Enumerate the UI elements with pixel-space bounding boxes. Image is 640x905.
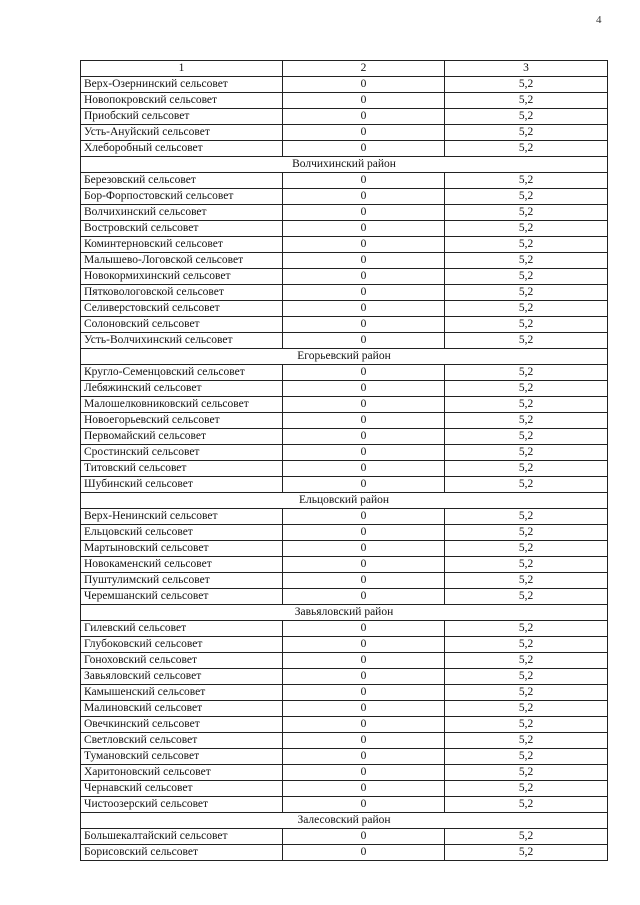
- table-row: [81, 509, 608, 525]
- council-name: Черемшанский сельсовет: [81, 589, 283, 605]
- value-col-2: 0: [283, 381, 445, 397]
- value-col-2: 0: [283, 525, 445, 541]
- value-col-2: 0: [283, 269, 445, 285]
- value-col-2: 0: [283, 429, 445, 445]
- value-col-3: 5,2: [445, 733, 608, 749]
- council-name: Востровский сельсовет: [81, 221, 283, 237]
- value-col-2: 0: [283, 237, 445, 253]
- value-col-2: 0: [283, 621, 445, 637]
- value-col-3: 5,2: [445, 829, 608, 845]
- value-col-3: 5,2: [445, 237, 608, 253]
- value-col-2: 0: [283, 637, 445, 653]
- value-col-3: 5,2: [445, 269, 608, 285]
- value-col-3: 5,2: [445, 429, 608, 445]
- value-col-3: 5,2: [445, 333, 608, 349]
- value-col-2: 0: [283, 557, 445, 573]
- value-col-3: 5,2: [445, 477, 608, 493]
- value-col-3: 5,2: [445, 141, 608, 157]
- council-name: Приобский сельсовет: [81, 109, 283, 125]
- value-col-3: 5,2: [445, 621, 608, 637]
- value-col-2: 0: [283, 797, 445, 813]
- table-row: [81, 93, 608, 109]
- value-col-3: 5,2: [445, 445, 608, 461]
- value-col-3: 5,2: [445, 509, 608, 525]
- council-name: Завьяловский сельсовет: [81, 669, 283, 685]
- council-name: Овечкинский сельсовет: [81, 717, 283, 733]
- section-row: [81, 605, 608, 621]
- value-col-2: 0: [283, 285, 445, 301]
- council-name: Усть-Волчихинский сельсовет: [81, 333, 283, 349]
- table-row: [81, 829, 608, 845]
- value-col-2: 0: [283, 365, 445, 381]
- value-col-2: 0: [283, 781, 445, 797]
- value-col-3: 5,2: [445, 653, 608, 669]
- value-col-2: 0: [283, 397, 445, 413]
- council-name: Гоноховский сельсовет: [81, 653, 283, 669]
- value-col-2: 0: [283, 669, 445, 685]
- council-name: Светловский сельсовет: [81, 733, 283, 749]
- section-title: Егорьевский район: [81, 349, 608, 365]
- value-col-3: 5,2: [445, 301, 608, 317]
- value-col-3: 5,2: [445, 845, 608, 861]
- table-row: [81, 333, 608, 349]
- table-row: [81, 749, 608, 765]
- value-col-2: 0: [283, 829, 445, 845]
- value-col-2: 0: [283, 749, 445, 765]
- table-row: [81, 653, 608, 669]
- value-col-2: 0: [283, 221, 445, 237]
- value-col-2: 0: [283, 461, 445, 477]
- table-row: [81, 429, 608, 445]
- table-row: [81, 717, 608, 733]
- table-row: [81, 621, 608, 637]
- value-col-3: 5,2: [445, 701, 608, 717]
- value-col-2: 0: [283, 653, 445, 669]
- table-row: [81, 637, 608, 653]
- table-row: [81, 573, 608, 589]
- value-col-3: 5,2: [445, 125, 608, 141]
- value-col-2: 0: [283, 253, 445, 269]
- council-name: Верх-Озернинский сельсовет: [81, 77, 283, 93]
- council-name: Сростинский сельсовет: [81, 445, 283, 461]
- section-title: Завьяловский район: [81, 605, 608, 621]
- council-name: Солоновский сельсовет: [81, 317, 283, 333]
- value-col-3: 5,2: [445, 685, 608, 701]
- value-col-3: 5,2: [445, 637, 608, 653]
- header-col-1: 1: [81, 61, 283, 77]
- table-row: [81, 109, 608, 125]
- value-col-3: 5,2: [445, 317, 608, 333]
- section-row: [81, 157, 608, 173]
- table-row: [81, 781, 608, 797]
- value-col-2: 0: [283, 93, 445, 109]
- council-name: Березовский сельсовет: [81, 173, 283, 189]
- table-row: [81, 557, 608, 573]
- council-name: Шубинский сельсовет: [81, 477, 283, 493]
- council-name: Новоегорьевский сельсовет: [81, 413, 283, 429]
- table-row: [81, 301, 608, 317]
- value-col-3: 5,2: [445, 765, 608, 781]
- section-row: [81, 813, 608, 829]
- value-col-3: 5,2: [445, 205, 608, 221]
- council-name: Борисовский сельсовет: [81, 845, 283, 861]
- value-col-2: 0: [283, 573, 445, 589]
- table-row: [81, 765, 608, 781]
- value-col-3: 5,2: [445, 381, 608, 397]
- council-name: Пятковологовской сельсовет: [81, 285, 283, 301]
- value-col-2: 0: [283, 685, 445, 701]
- value-col-2: 0: [283, 333, 445, 349]
- council-name: Камышенский сельсовет: [81, 685, 283, 701]
- value-col-3: 5,2: [445, 589, 608, 605]
- table-row: [81, 541, 608, 557]
- council-name: Усть-Ануйский сельсовет: [81, 125, 283, 141]
- table-row: [81, 125, 608, 141]
- value-col-3: 5,2: [445, 173, 608, 189]
- council-name: Большекалтайский сельсовет: [81, 829, 283, 845]
- value-col-3: 5,2: [445, 253, 608, 269]
- table-row: [81, 269, 608, 285]
- table-row: [81, 845, 608, 861]
- table-row: [81, 525, 608, 541]
- table-row: [81, 477, 608, 493]
- table-row: [81, 77, 608, 93]
- table-row: [81, 221, 608, 237]
- council-name: Хлеборобный сельсовет: [81, 141, 283, 157]
- value-col-3: 5,2: [445, 397, 608, 413]
- council-name: Малошелковниковский сельсовет: [81, 397, 283, 413]
- council-name: Коминтерновский сельсовет: [81, 237, 283, 253]
- council-name: Кругло-Семенцовский сельсовет: [81, 365, 283, 381]
- value-col-3: 5,2: [445, 573, 608, 589]
- section-title: Залесовский район: [81, 813, 608, 829]
- value-col-2: 0: [283, 189, 445, 205]
- council-name: Гилевский сельсовет: [81, 621, 283, 637]
- council-name: Пуштулимский сельсовет: [81, 573, 283, 589]
- value-col-3: 5,2: [445, 717, 608, 733]
- value-col-3: 5,2: [445, 365, 608, 381]
- table-row: [81, 733, 608, 749]
- value-col-3: 5,2: [445, 77, 608, 93]
- page-number: 4: [596, 14, 602, 26]
- value-col-2: 0: [283, 589, 445, 605]
- table-row: [81, 253, 608, 269]
- council-name: Мартыновский сельсовет: [81, 541, 283, 557]
- council-name: Тумановский сельсовет: [81, 749, 283, 765]
- value-col-3: 5,2: [445, 93, 608, 109]
- value-col-3: 5,2: [445, 109, 608, 125]
- value-col-2: 0: [283, 109, 445, 125]
- council-name: Глубоковский сельсовет: [81, 637, 283, 653]
- council-name: Первомайский сельсовет: [81, 429, 283, 445]
- header-col-2: 2: [283, 61, 445, 77]
- table-row: [81, 173, 608, 189]
- value-col-3: 5,2: [445, 669, 608, 685]
- value-col-2: 0: [283, 141, 445, 157]
- table-row: [81, 669, 608, 685]
- council-name: Селиверстовский сельсовет: [81, 301, 283, 317]
- table-row: [81, 461, 608, 477]
- value-col-2: 0: [283, 733, 445, 749]
- council-name: Волчихинский сельсовет: [81, 205, 283, 221]
- value-col-2: 0: [283, 77, 445, 93]
- value-col-3: 5,2: [445, 749, 608, 765]
- council-name: Малиновский сельсовет: [81, 701, 283, 717]
- section-title: Волчихинский район: [81, 157, 608, 173]
- table-body: [81, 77, 608, 861]
- council-name: Новокормихинский сельсовет: [81, 269, 283, 285]
- table-row: [81, 189, 608, 205]
- table-row: [81, 413, 608, 429]
- council-name: Ельцовский сельсовет: [81, 525, 283, 541]
- value-col-2: 0: [283, 509, 445, 525]
- value-col-3: 5,2: [445, 781, 608, 797]
- value-col-3: 5,2: [445, 525, 608, 541]
- table-row: [81, 589, 608, 605]
- value-col-3: 5,2: [445, 797, 608, 813]
- value-col-2: 0: [283, 317, 445, 333]
- council-name: Чистоозерский сельсовет: [81, 797, 283, 813]
- value-col-2: 0: [283, 413, 445, 429]
- table-row: [81, 365, 608, 381]
- value-col-2: 0: [283, 445, 445, 461]
- table-row: [81, 141, 608, 157]
- council-name: Чернавский сельсовет: [81, 781, 283, 797]
- council-name: Харитоновский сельсовет: [81, 765, 283, 781]
- value-col-2: 0: [283, 205, 445, 221]
- table-row: [81, 445, 608, 461]
- value-col-2: 0: [283, 717, 445, 733]
- council-name: Верх-Ненинский сельсовет: [81, 509, 283, 525]
- table-row: [81, 285, 608, 301]
- council-name: Малышево-Логовской сельсовет: [81, 253, 283, 269]
- value-col-3: 5,2: [445, 221, 608, 237]
- council-name: Титовский сельсовет: [81, 461, 283, 477]
- table-row: [81, 797, 608, 813]
- value-col-2: 0: [283, 477, 445, 493]
- value-col-2: 0: [283, 845, 445, 861]
- value-col-2: 0: [283, 765, 445, 781]
- table-row: [81, 381, 608, 397]
- table-row: [81, 685, 608, 701]
- value-col-3: 5,2: [445, 557, 608, 573]
- value-col-2: 0: [283, 125, 445, 141]
- value-col-2: 0: [283, 541, 445, 557]
- table-row: [81, 237, 608, 253]
- table-row: [81, 701, 608, 717]
- data-table: [80, 60, 608, 861]
- council-name: Лебяжинский сельсовет: [81, 381, 283, 397]
- council-name: Новокаменский сельсовет: [81, 557, 283, 573]
- value-col-2: 0: [283, 701, 445, 717]
- value-col-3: 5,2: [445, 189, 608, 205]
- section-row: [81, 349, 608, 365]
- section-title: Ельцовский район: [81, 493, 608, 509]
- value-col-3: 5,2: [445, 461, 608, 477]
- table-row: [81, 205, 608, 221]
- value-col-3: 5,2: [445, 541, 608, 557]
- council-name: Новопокровский сельсовет: [81, 93, 283, 109]
- value-col-2: 0: [283, 173, 445, 189]
- header-row: [81, 61, 608, 77]
- header-col-3: 3: [445, 61, 608, 77]
- council-name: Бор-Форпостовский сельсовет: [81, 189, 283, 205]
- value-col-2: 0: [283, 301, 445, 317]
- value-col-3: 5,2: [445, 413, 608, 429]
- table-row: [81, 397, 608, 413]
- table-row: [81, 317, 608, 333]
- value-col-3: 5,2: [445, 285, 608, 301]
- section-row: [81, 493, 608, 509]
